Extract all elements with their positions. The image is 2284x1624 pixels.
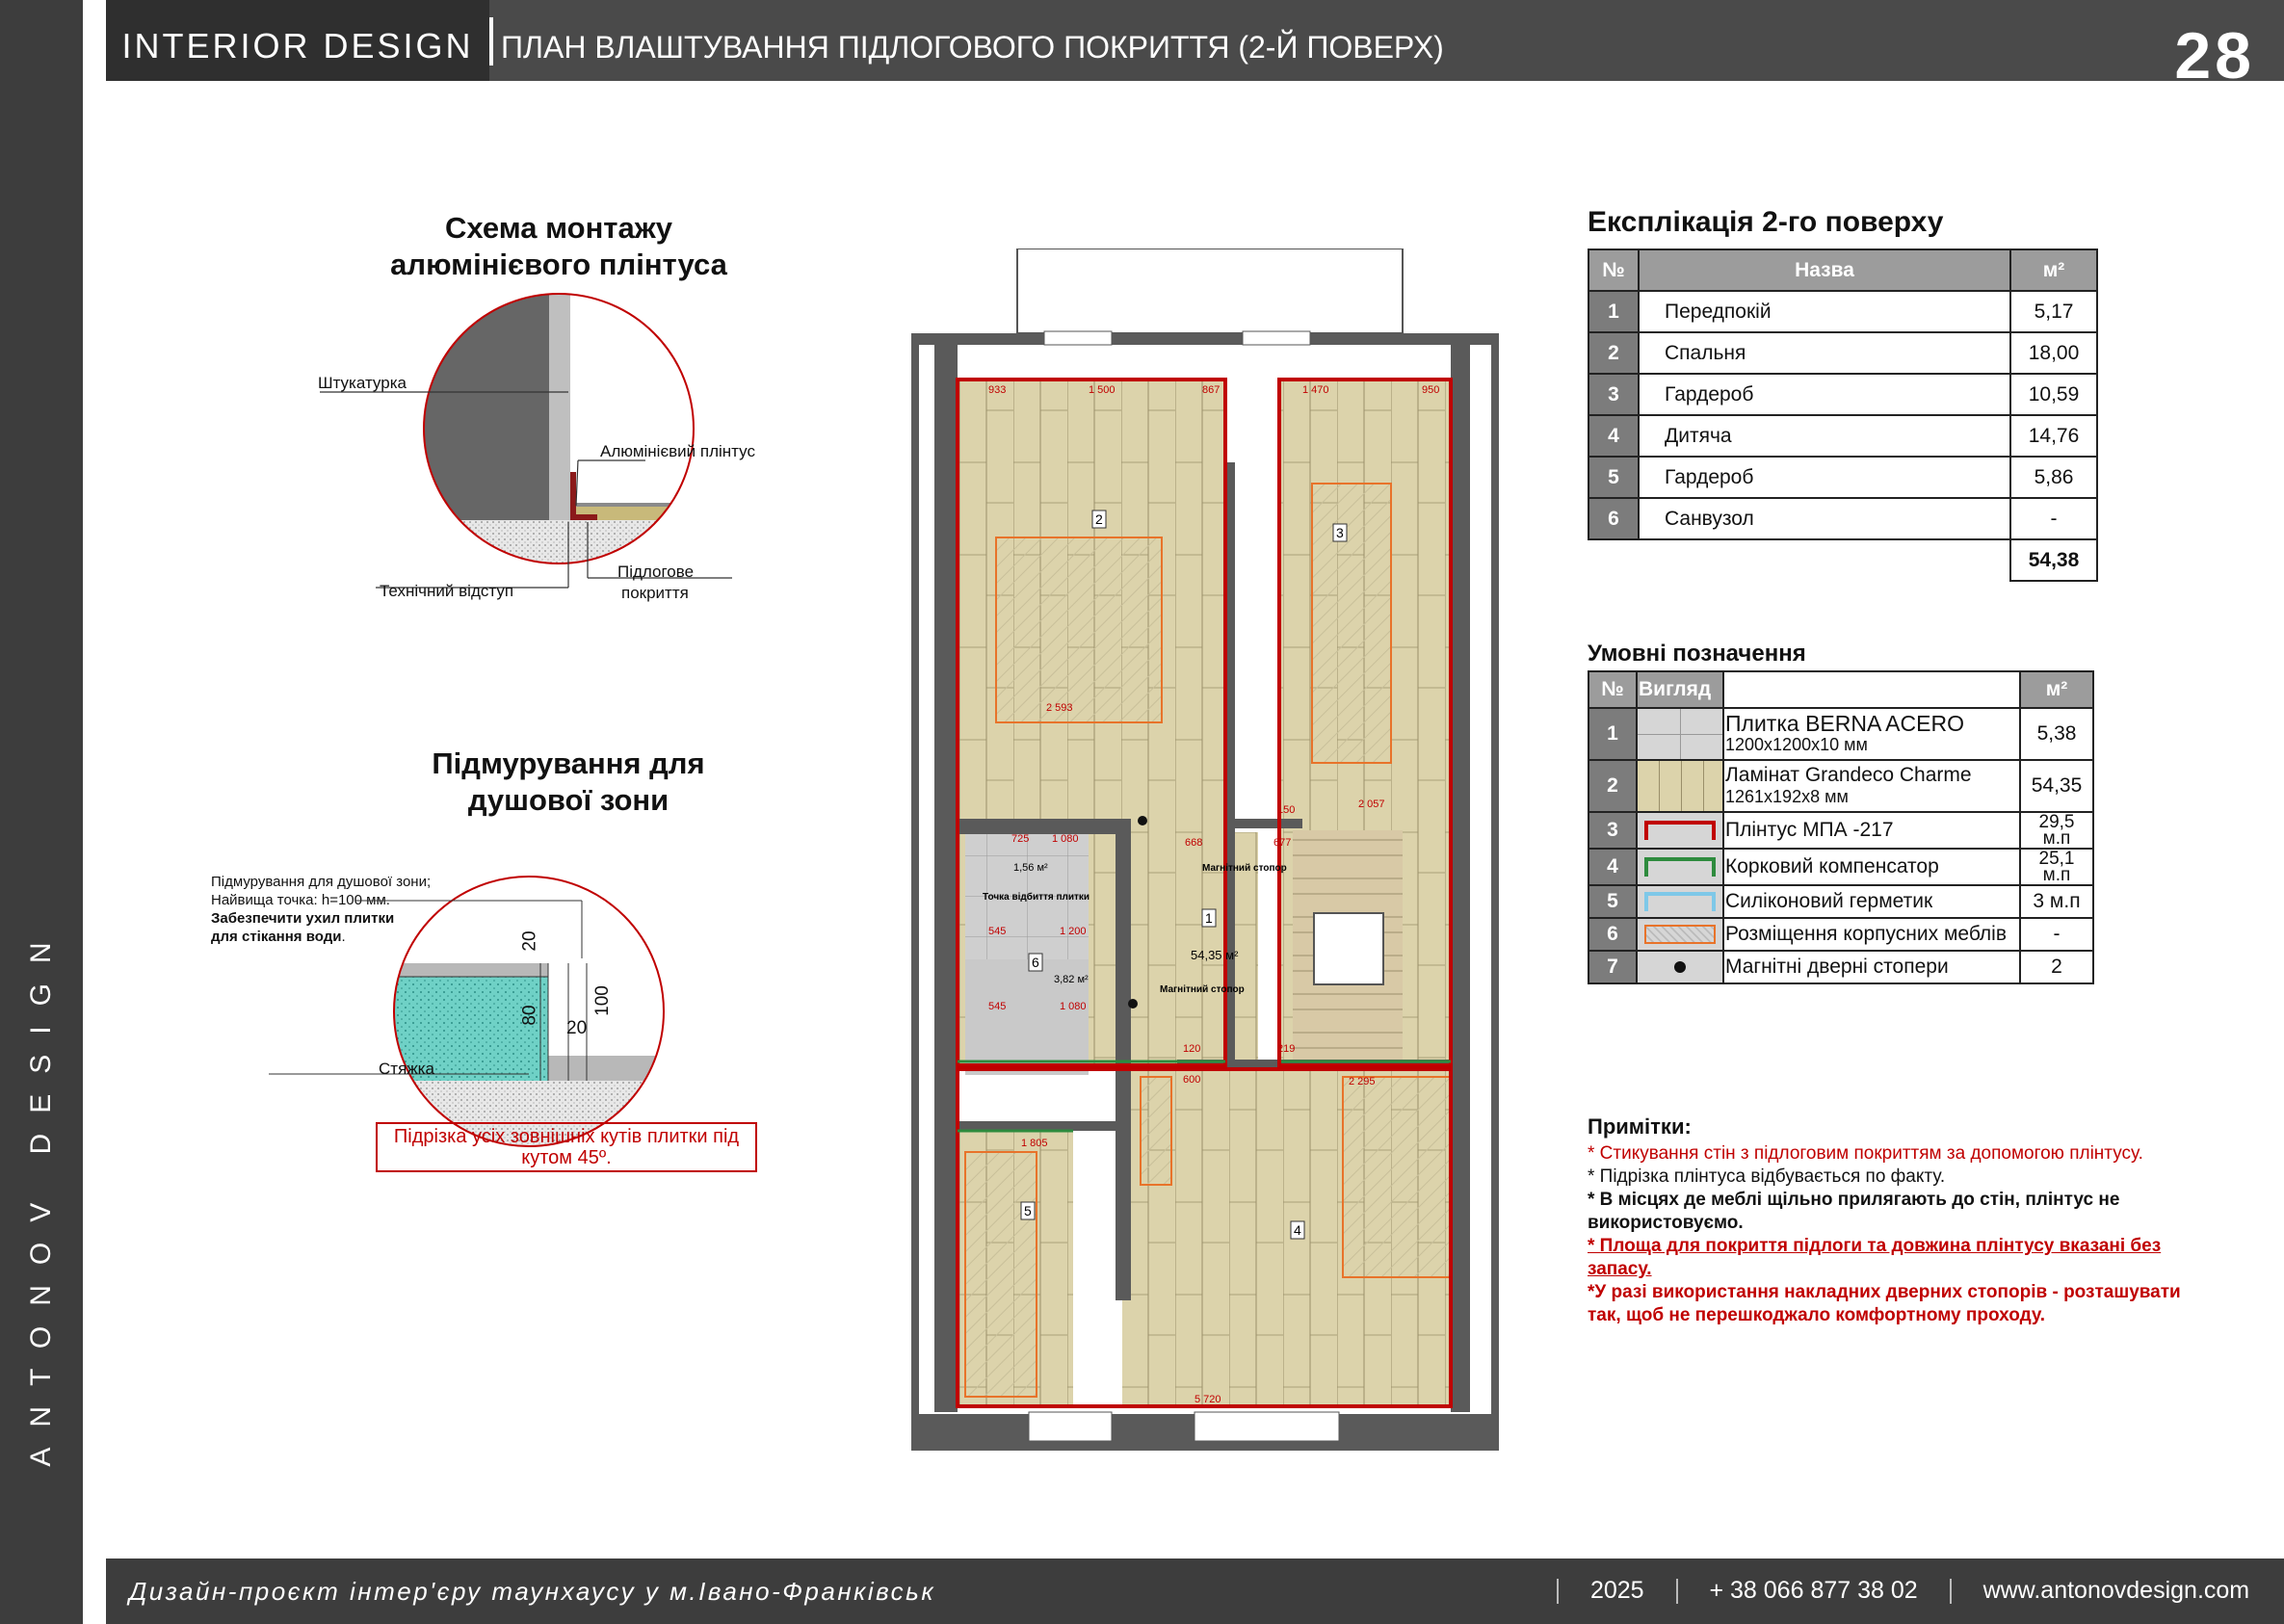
legend-title: Умовні позначення xyxy=(1588,641,1806,667)
legend-name: Силіконовий герметик xyxy=(1723,885,2020,918)
shower-note-dot: . xyxy=(341,929,346,945)
room-label-6: 6 xyxy=(1032,955,1039,970)
label-aluminum-skirting: Алюмінієвий плінтус xyxy=(600,442,755,460)
legend-name2: 1200х1200х10 мм xyxy=(1725,735,1868,754)
shower-note-line2: Найвища точка: h=100 мм. xyxy=(211,892,390,908)
legend-name: Плінтус МПА -217 xyxy=(1723,812,2020,849)
room-label-5: 5 xyxy=(1024,1203,1032,1218)
footer-info xyxy=(1532,1559,2249,1622)
shower-note-line3: Забезпечити ухил плитки xyxy=(211,910,395,927)
dim-600a: 120 xyxy=(1183,1043,1201,1055)
row-area: 14,76 xyxy=(2010,415,2097,457)
dim-150: 150 xyxy=(1277,804,1296,816)
floor-plan xyxy=(906,249,1512,1462)
page-title: ПЛАН ВЛАШТУВАННЯ ПІДЛОГОВОГО ПОКРИТТЯ (2-Й ПОВЕРХ) xyxy=(501,30,1444,65)
legend-value: 54,35 xyxy=(2020,760,2093,812)
legend-num: 6 xyxy=(1588,918,1637,951)
row-name: Спальня xyxy=(1639,332,2010,374)
note-1: * Стикування стін з підлоговим покриттям за допомогою плінтусу. xyxy=(1588,1143,2143,1164)
table-row xyxy=(1588,760,2093,812)
shower-dim-80: 80 xyxy=(519,1005,540,1026)
table-row xyxy=(1588,415,2097,457)
legend-name: Ламінат Grandeco Charme xyxy=(1725,764,1972,786)
legend-name2: 1261х192х8 мм xyxy=(1725,787,1849,806)
footer-divider xyxy=(1950,1579,1952,1604)
skirting-title-line2: алюмінієвого плінтуса xyxy=(390,248,727,281)
legend-num: 2 xyxy=(1588,760,1637,812)
legend-value: 5,38 xyxy=(2020,708,2093,760)
room-label-1: 1 xyxy=(1205,910,1213,926)
room-label-3: 3 xyxy=(1336,525,1344,540)
shower-title-line1: Підмурування для xyxy=(432,747,705,780)
dim-677: 677 xyxy=(1273,837,1292,849)
note-3: * В місцях де меблі щільно прилягають до стін, плінтус не використовуємо. xyxy=(1588,1190,2120,1233)
footer-year: 2025 xyxy=(1589,1577,1644,1604)
legend-table xyxy=(1588,670,2094,984)
dim-668: 668 xyxy=(1185,837,1203,849)
row-name: Санвузол xyxy=(1639,498,2010,539)
row-area: - xyxy=(2010,498,2097,539)
door-stopper-2 xyxy=(1128,999,1138,1008)
row-num: 4 xyxy=(1588,415,1639,457)
explication-total: 54,38 xyxy=(2010,539,2097,581)
legend-name: Розміщення корпусних меблів xyxy=(1723,918,2020,951)
dim-1470: 1 470 xyxy=(1302,384,1329,396)
explication-table xyxy=(1588,249,2098,582)
row-area: 10,59 xyxy=(2010,374,2097,415)
legend-swatch-cork xyxy=(1644,857,1716,877)
row-area: 5,86 xyxy=(2010,457,2097,498)
label-floor-cover-2: покриття xyxy=(621,584,689,602)
footer xyxy=(106,1559,2284,1624)
dim-1080: 1 080 xyxy=(1052,833,1079,845)
legend-name: Корковий компенсатор xyxy=(1723,849,2020,885)
label-floor-cover-1: Підлогове xyxy=(617,563,695,581)
table-row xyxy=(1588,708,2093,760)
door-stopper-icon xyxy=(1674,961,1686,973)
dim-1080b: 1 080 xyxy=(1060,1001,1087,1012)
dim-725: 725 xyxy=(1011,833,1030,845)
row-num: 6 xyxy=(1588,498,1639,539)
notes-title: Примітки: xyxy=(1588,1114,1692,1139)
legend-swatch-laminate xyxy=(1637,760,1723,812)
label-tech-gap: Технічний відступ xyxy=(380,582,514,600)
door-stopper-1 xyxy=(1138,816,1147,825)
table-row xyxy=(1588,457,2097,498)
dim-950: 950 xyxy=(1422,384,1440,396)
dim-2295: 2 295 xyxy=(1349,1076,1376,1087)
room-label-4: 4 xyxy=(1294,1222,1301,1238)
dim-545b: 545 xyxy=(988,1001,1007,1012)
note-5: *У разі використання накладних дверних стопорів - розташувати так, щоб не перешкоджало комфортному проходу. xyxy=(1588,1282,2181,1325)
table-row xyxy=(1588,374,2097,415)
legend-num: 3 xyxy=(1588,812,1637,849)
legend-header-num: № xyxy=(1588,671,1637,708)
note-4: * Площа для покриття підлоги та довжина плінтусу вказані без запасу. xyxy=(1588,1236,2162,1279)
legend-header-area: м² xyxy=(2020,671,2093,708)
legend-num: 1 xyxy=(1588,708,1637,760)
legend-num: 7 xyxy=(1588,951,1637,983)
dim-1500: 1 500 xyxy=(1089,384,1116,396)
shower-note-line4: для стікання води xyxy=(211,929,342,945)
room-label-2: 2 xyxy=(1095,511,1103,527)
skirting-title-line1: Схема монтажу xyxy=(445,211,672,245)
table-row xyxy=(1588,885,2093,918)
table-row xyxy=(1588,332,2097,374)
table-row xyxy=(1588,951,2093,983)
footer-divider xyxy=(1676,1579,1678,1604)
legend-value: 2 xyxy=(2020,951,2093,983)
table-row xyxy=(1588,849,2093,885)
shower-dim-100: 100 xyxy=(591,985,613,1016)
header xyxy=(106,0,2284,92)
header-brand-text: INTERIOR DESIGN xyxy=(121,26,474,65)
header-divider xyxy=(489,17,493,65)
legend-header-view: Вигляд xyxy=(1637,671,1723,708)
skirting-scheme-title xyxy=(337,210,780,283)
table-row xyxy=(1588,918,2093,951)
page-number: 28 xyxy=(2174,19,2255,92)
plan-small-area: 1,56 м² xyxy=(1013,862,1048,874)
legend-name: Плитка BERNA ACERO xyxy=(1725,711,1964,736)
footer-site[interactable]: www.antonovdesign.com xyxy=(1982,1577,2250,1604)
tile-cut-note-line2: кутом 45º. xyxy=(521,1147,612,1168)
row-name: Гардероб xyxy=(1639,374,2010,415)
dim-5720: 5 720 xyxy=(1195,1394,1221,1405)
shower-title-line2: душової зони xyxy=(467,783,669,817)
tile-cut-note-line1: Підрізка усіх зовнішніх кутів плитки під xyxy=(393,1126,740,1147)
legend-swatch-sealant xyxy=(1644,892,1716,911)
legend-value-unit: м.п xyxy=(2042,828,2071,849)
row-name: Дитяча xyxy=(1639,415,2010,457)
legend-value-unit: м.п xyxy=(2042,865,2071,885)
footer-project: Дизайн-проєкт інтер'єру таунхаусу у м.Івано-Франківськ xyxy=(129,1577,936,1606)
dim-933: 933 xyxy=(988,384,1007,396)
label-screed: Стяжка xyxy=(379,1060,434,1078)
legend-value: - xyxy=(2020,918,2093,951)
dim-2057: 2 057 xyxy=(1358,799,1385,810)
shower-scheme-title xyxy=(366,746,771,819)
notes xyxy=(1588,1115,2204,1327)
shower-dim-20b: 20 xyxy=(566,1018,588,1038)
dim-545a: 545 xyxy=(988,926,1007,937)
table-row xyxy=(1588,498,2097,539)
tile-cut-note xyxy=(376,1122,757,1172)
row-area: 5,17 xyxy=(2010,291,2097,332)
explication-header-area: м² xyxy=(2010,249,2097,291)
sidebar-brand-text: ANTONOV DESIGN xyxy=(25,922,57,1467)
legend-name: Магнітні дверні стопери xyxy=(1723,951,2020,983)
plan-magnet-stop-2: Магнітний стопор xyxy=(1160,984,1245,995)
dim-1805: 1 805 xyxy=(1021,1138,1048,1149)
row-area: 18,00 xyxy=(2010,332,2097,374)
explication-header-num: № xyxy=(1588,249,1639,291)
footer-phone: + 38 066 877 38 02 xyxy=(1709,1577,1918,1604)
row-name: Гардероб xyxy=(1639,457,2010,498)
row-num: 5 xyxy=(1588,457,1639,498)
plan-total-area: 54,35 м² xyxy=(1191,948,1239,962)
row-name: Передпокій xyxy=(1639,291,2010,332)
dim-2593: 2 593 xyxy=(1046,702,1073,714)
explication-title: Експлікація 2-го поверху xyxy=(1588,206,1944,238)
legend-value: 29,5 xyxy=(2038,812,2075,832)
plan-tile-cut-point: Точка відбиття плитки xyxy=(983,892,1090,903)
shower-note-line1: Підмурування для душової зони; xyxy=(211,874,432,890)
legend-swatch-furniture xyxy=(1644,925,1716,944)
table-row xyxy=(1588,291,2097,332)
plan-bath-area: 3,82 м² xyxy=(1054,974,1089,985)
note-2: * Підрізка плінтуса відбувається по факту. xyxy=(1588,1166,1946,1187)
row-num: 1 xyxy=(1588,291,1639,332)
explication-header-name: Назва xyxy=(1639,249,2010,291)
row-num: 3 xyxy=(1588,374,1639,415)
label-plaster: Штукатурка xyxy=(318,374,407,392)
dim-219: 219 xyxy=(1277,1043,1296,1055)
legend-swatch-skirting xyxy=(1644,821,1716,840)
table-row xyxy=(1588,812,2093,849)
shower-dim-20a: 20 xyxy=(519,930,540,952)
legend-value: 25,1 xyxy=(2038,849,2075,869)
row-num: 2 xyxy=(1588,332,1639,374)
dim-867: 867 xyxy=(1202,384,1221,396)
footer-divider xyxy=(1557,1579,1559,1604)
dim-1200: 1 200 xyxy=(1060,926,1087,937)
dim-600b: 600 xyxy=(1183,1074,1201,1086)
sidebar xyxy=(0,0,83,1624)
legend-num: 5 xyxy=(1588,885,1637,918)
legend-num: 4 xyxy=(1588,849,1637,885)
header-brand xyxy=(106,0,489,81)
legend-swatch-tile xyxy=(1637,708,1723,760)
legend-value: 3 м.п xyxy=(2020,885,2093,918)
plan-magnet-stop-1: Магнітний стопор xyxy=(1202,863,1287,874)
